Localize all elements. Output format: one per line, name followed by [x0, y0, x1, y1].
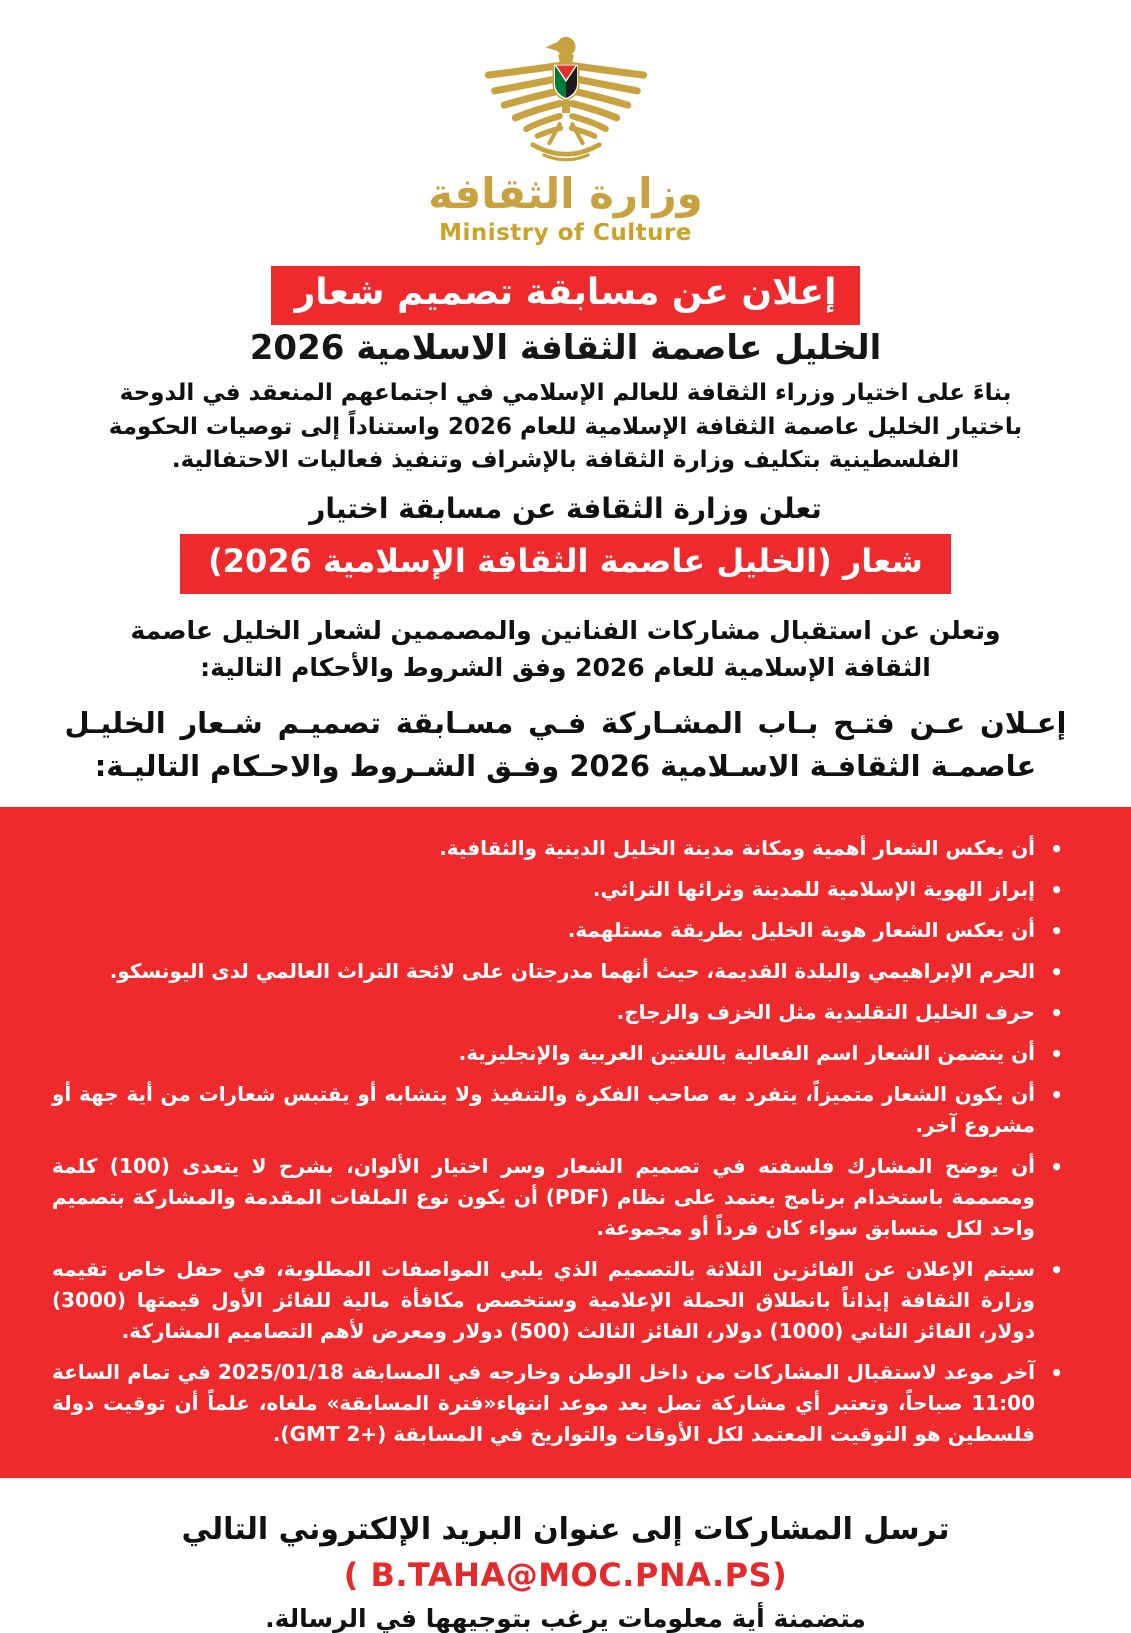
terms-list [52, 833, 1067, 1450]
term-text: حرف الخليل التقليدية مثل الخزف والزجاج. [616, 999, 1035, 1024]
term-text: الحرم الإبراهيمي والبلدة القديمة، حيث أنهما مدرجتان على لائحة التراث العالمي لدى اليونسكو. [109, 958, 1035, 983]
term-text: إبراز الهوية الإسلامية للمدينة وثرائها التراثي. [592, 876, 1035, 901]
intro-paragraph: بناءَ على اختيار وزراء الثقافة للعالم الإسلامي في اجتماعهم المنعقد في الدوحة باختيار الخليل عاصمة الثقافة الإسلامية للعام 2026 واستناداً إلى توصيات الحكومة الفلسطينية بتكليف وزارة الثقافة بالإشراف وتنفيذ فعاليات الاحتفالية. [108, 380, 1023, 473]
bullet-dot-icon: • [1050, 877, 1063, 902]
bullet-dot-icon: • [1050, 1041, 1063, 1066]
bullet-dot-icon: • [1050, 1154, 1063, 1179]
submissions-paragraph: وتعلن عن استقبال مشاركات الفنانين والمصممين لشعار الخليل عاصمة الثقافة الإسلامية للعام 2026 وفق الشروط والأحكام التالية: [130, 616, 1001, 682]
term-text: أن يكون الشعار متميزاً، يتفرد به صاحب الفكرة والتنفيذ ولا يتشابه أو يقتبس شعارات من أية جهة أو مشروع آخر. [52, 1081, 1035, 1137]
competition-title-banner: إعلان عن مسابقة تصميم شعار [271, 266, 861, 325]
term-item [52, 833, 1067, 864]
term-text: أن يعكس الشعار هوية الخليل بطريقة مستلهمة. [567, 917, 1035, 942]
terms-box [0, 807, 1131, 1478]
bullet-dot-icon: • [1050, 836, 1063, 861]
term-text: آخر موعد لاستقبال المشاركات من داخل الوطن وخارجه في المسابقة 2025/01/18 في تمام الساعة 11:00 صباحاً، وتعتبر أي مشاركة تصل بعد موعد انتهاء«فترة المسابقة» ملغاه، علماً أن توقيت دولة فلسطين هو التوقيت المعتمد لكل الأوقات والتواريخ في المسابقة ‎(GMT 2+)‎. [52, 1359, 1035, 1446]
ministry-name-arabic: وزارة الثقافة [428, 169, 703, 218]
term-item [52, 956, 1067, 987]
bullet-dot-icon: • [1050, 1082, 1063, 1107]
open-participation-paragraph: إعـلان عـن فتـح بـاب المشـاركة فـي مسـابقة تصميـم شـعار الخليـل عاصمـة الثقافـة الاسـلامية 2026 وفـق الشـروط والاحـكام التاليـة: [64, 705, 1067, 784]
term-text: أن يوضح المشارك فلسفته في تصميم الشعار وسر اختيار الألوان، بشرح لا يتعدى (100) كلمة ومصممة باستخدام برنامج يعتمد على نظام (PDF) أن يكون نوع الملفات المقدمة والمشاركة بتصميم واحد لكل متسابق سواء كان فرداً أو مجموعة. [52, 1153, 1036, 1240]
ministry-logo [0, 24, 1131, 246]
term-item [52, 997, 1067, 1028]
logo-name-banner: شعار (الخليل عاصمة الثقافة الإسلامية 2026) [180, 534, 951, 594]
term-item [52, 1357, 1067, 1450]
bullet-dot-icon: • [1050, 918, 1063, 943]
term-text: أن يتضمن الشعار اسم الفعالية باللغتين العربية والإنجليزية. [458, 1040, 1035, 1065]
term-text: سيتم الإعلان عن الفائزين الثلاثة بالتصميم الذي يلبي المواصفات المطلوبة، في حفل خاص تقيمه وزارة الثقافة إيذاناً بانطلاق الحملة الإعلامية وستخصص مكافأة مالية للفائز الأول قيمتها (3000) دولار، الفائز الثاني (1000) دولار، الفائز الثالث (500) دولار ومعرض لأهم التصاميم المشاركة. [52, 1256, 1035, 1343]
term-item [52, 1151, 1067, 1244]
bullet-dot-icon: • [1050, 1360, 1063, 1385]
bullet-dot-icon: • [1050, 1257, 1063, 1282]
announce-line: تعلن وزارة الثقافة عن مسابقة اختيار [309, 492, 822, 526]
term-text: أن يعكس الشعار أهمية ومكانة مدينة الخليل الدينية والثقافية. [439, 835, 1035, 860]
term-item [52, 1079, 1067, 1141]
closing-note: متضمنة أية معلومات يرغب بتوجيهها في الرسالة. [265, 1603, 866, 1633]
term-item [52, 874, 1067, 905]
contact-email: ( B.TAHA@MOC.PNA.PS) [343, 1555, 788, 1594]
send-instruction: ترسل المشاركات إلى عنوان البريد الإلكتروني التالي [181, 1511, 950, 1547]
palestine-eagle-emblem-icon [471, 24, 661, 172]
flag-shield [553, 64, 578, 100]
bullet-dot-icon: • [1050, 1000, 1063, 1025]
term-item [52, 1038, 1067, 1069]
ministry-name-english: Ministry of Culture [439, 220, 692, 247]
event-subtitle: الخليل عاصمة الثقافة الاسلامية 2026 [249, 328, 882, 369]
term-item [52, 1254, 1067, 1347]
bullet-dot-icon: • [1050, 959, 1063, 984]
term-item [52, 915, 1067, 946]
